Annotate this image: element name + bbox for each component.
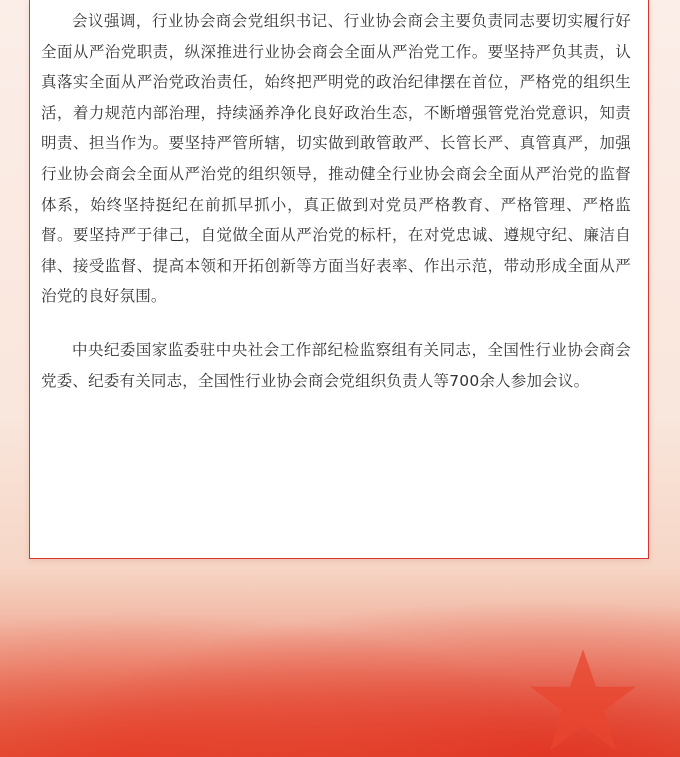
paragraph-attendees: 中央纪委国家监委驻中央社会工作部纪检监察组有关同志，全国性行业协会商会党委、纪委有关同志，全国性行业协会商会党组织负责人等700余人参加会议。 xyxy=(41,340,631,390)
article-card xyxy=(29,0,649,559)
paragraph-meeting-emphasis: 会议强调，行业协会商会党组织书记、行业协会商会主要负责同志要切实履行好全面从严治党职责，纵深推进行业协会商会全面从严治党工作。要坚持严负其责，认真落实全面从严治党政治责任，始终把严明党的政治纪律摆在首位，严格党的组织生活，着力规范内部治理，持续涵养净化良好政治生态，不断增强管党治党意识，知责明责、担当作为。要坚持严管所辖，切实做到敢管敢严、长管长严、真管真严，加强行业协会商会全面从严治党的组织领导，推动健全行业协会商会全面从严治党的监督体系，始终坚持挺纪在前抓早抓小，真正做到对党员严格教育、严格管理、严格监督。要坚持严于律己，自觉做全面从严治党的标杆，在对党忠诚、遵规守纪、廉洁自律、接受监督、提高本领和开拓创新等方面当好表率、作出示范，带动形成全面从严治党的良好氛围。 xyxy=(41,12,631,306)
star-icon xyxy=(528,647,638,753)
